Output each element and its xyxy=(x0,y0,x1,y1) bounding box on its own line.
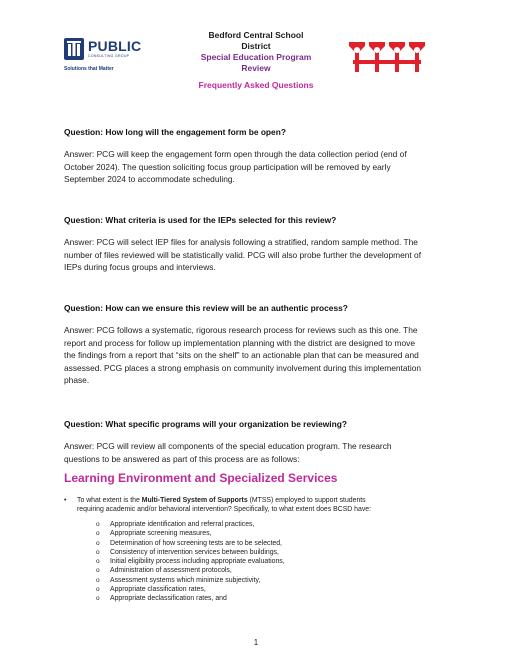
circle-bullet-icon: o xyxy=(96,539,100,547)
answer-2 xyxy=(64,236,456,274)
circle-bullet-icon: o xyxy=(96,521,100,528)
district-name-line1: Bedford Central School xyxy=(208,30,304,40)
answer-4-line: questions to be answered as part of this process are as follows: xyxy=(64,453,300,464)
district-name-line2: District xyxy=(241,41,271,51)
sub-list-item: o Appropriate identification and referral practices, xyxy=(96,521,255,528)
sub-list-item: o Appropriate classification rates, xyxy=(96,586,206,594)
bullet-post: (MTSS) employed to support students xyxy=(247,497,366,504)
program-title-line1: Special Education Program xyxy=(200,52,312,62)
logo-tagline: Solutions that Matter xyxy=(64,66,114,72)
sub-list-item: o Consistency of intervention services between buildings, xyxy=(96,548,279,556)
bullet-pre: To what extent is the xyxy=(77,497,142,504)
circle-bullet-icon: o xyxy=(96,576,100,584)
answer-1-line: Answer: PCG will keep the engagement form open through the data collection period (end of xyxy=(64,149,407,159)
answer-3-line: phase. xyxy=(64,375,90,386)
answer-1-line: September 2024 to accommodate scheduling. xyxy=(64,174,235,185)
sub-list-item: o Determination of how screening tests are to be selected, xyxy=(96,539,282,547)
circle-bullet-icon: o xyxy=(96,586,100,594)
bullet-text xyxy=(77,496,457,514)
sub-list-item: o Assessment systems which minimize subjectivity, xyxy=(96,576,261,584)
answer-3-line: the findings from a report that “sits on the shelf” to an actionable plan that can be measured and xyxy=(64,350,419,361)
answer-1-line: October 2024). The question soliciting focus group participation will be removed by early xyxy=(64,161,391,172)
document-header xyxy=(150,30,362,90)
pcg-emblem-icon xyxy=(64,38,84,60)
question-3: Question: How can we ensure this review will be an authentic process? xyxy=(64,303,348,313)
bullet-dot-icon: • xyxy=(64,497,67,504)
logo-word: PUBLIC xyxy=(88,38,142,54)
answer-2-line: IEPs during focus groups and interviews. xyxy=(64,262,216,273)
question-4: Question: What specific programs will your organization be reviewing? xyxy=(64,419,347,429)
answer-3-line: report and process for follow up implementation planning with the district are designed to move xyxy=(64,337,416,348)
sub-list-item: o Appropriate declassification rates, and xyxy=(96,595,227,603)
sub-list-item: o Appropriate screening measures, xyxy=(96,530,212,538)
sub-list xyxy=(96,520,456,604)
circle-bullet-icon: o xyxy=(96,567,100,575)
logo-subtext: CONSULTING GROUP xyxy=(88,54,130,58)
circle-bullet-icon: o xyxy=(96,595,100,603)
answer-4-line: Answer: PCG will review all components of the special education program. The research xyxy=(64,441,392,451)
bullet-line-1 xyxy=(77,496,457,505)
bullet-line-2: requiring academic and/or behavioral intervention? Specifically, to what extent does BCSD have: xyxy=(77,506,372,513)
question-1: Question: How long will the engagement form be open? xyxy=(64,127,286,137)
answer-4 xyxy=(64,440,456,465)
circle-bullet-icon: o xyxy=(96,548,100,556)
faq-title: Frequently Asked Questions xyxy=(198,80,314,90)
answer-2-line: number of files reviewed will be statistically valid. PCG will also probe further the development of xyxy=(64,249,422,260)
public-consulting-group-logo xyxy=(64,36,144,78)
section-heading: Learning Environment and Specialized Services xyxy=(64,471,338,485)
circle-bullet-icon: o xyxy=(96,530,100,538)
answer-2-line: Answer: PCG will select IEP files for analysis following a stratified, random sample method. The xyxy=(64,237,418,247)
program-title-line2: Review xyxy=(241,63,271,73)
sub-list-item: o Administration of assessment protocols, xyxy=(96,567,232,575)
answer-3-line: Answer: PCG follows a systematic, rigorous research process for reviews such as this one. The xyxy=(64,325,418,335)
district-logo-icon xyxy=(347,40,427,74)
answer-3-line: assessed. PCG places a strong emphasis on community involvement during this implementation xyxy=(64,362,422,373)
page-number: 1 xyxy=(253,638,259,647)
question-2: Question: What criteria is used for the IEPs selected for this review? xyxy=(64,215,337,225)
answer-3 xyxy=(64,324,456,387)
sub-list-item: o Initial eligibility process including appropriate evaluations, xyxy=(96,558,285,566)
bullet-bold-term: Multi-Tiered System of Supports xyxy=(141,497,248,504)
answer-1 xyxy=(64,148,456,186)
circle-bullet-icon: o xyxy=(96,558,100,566)
